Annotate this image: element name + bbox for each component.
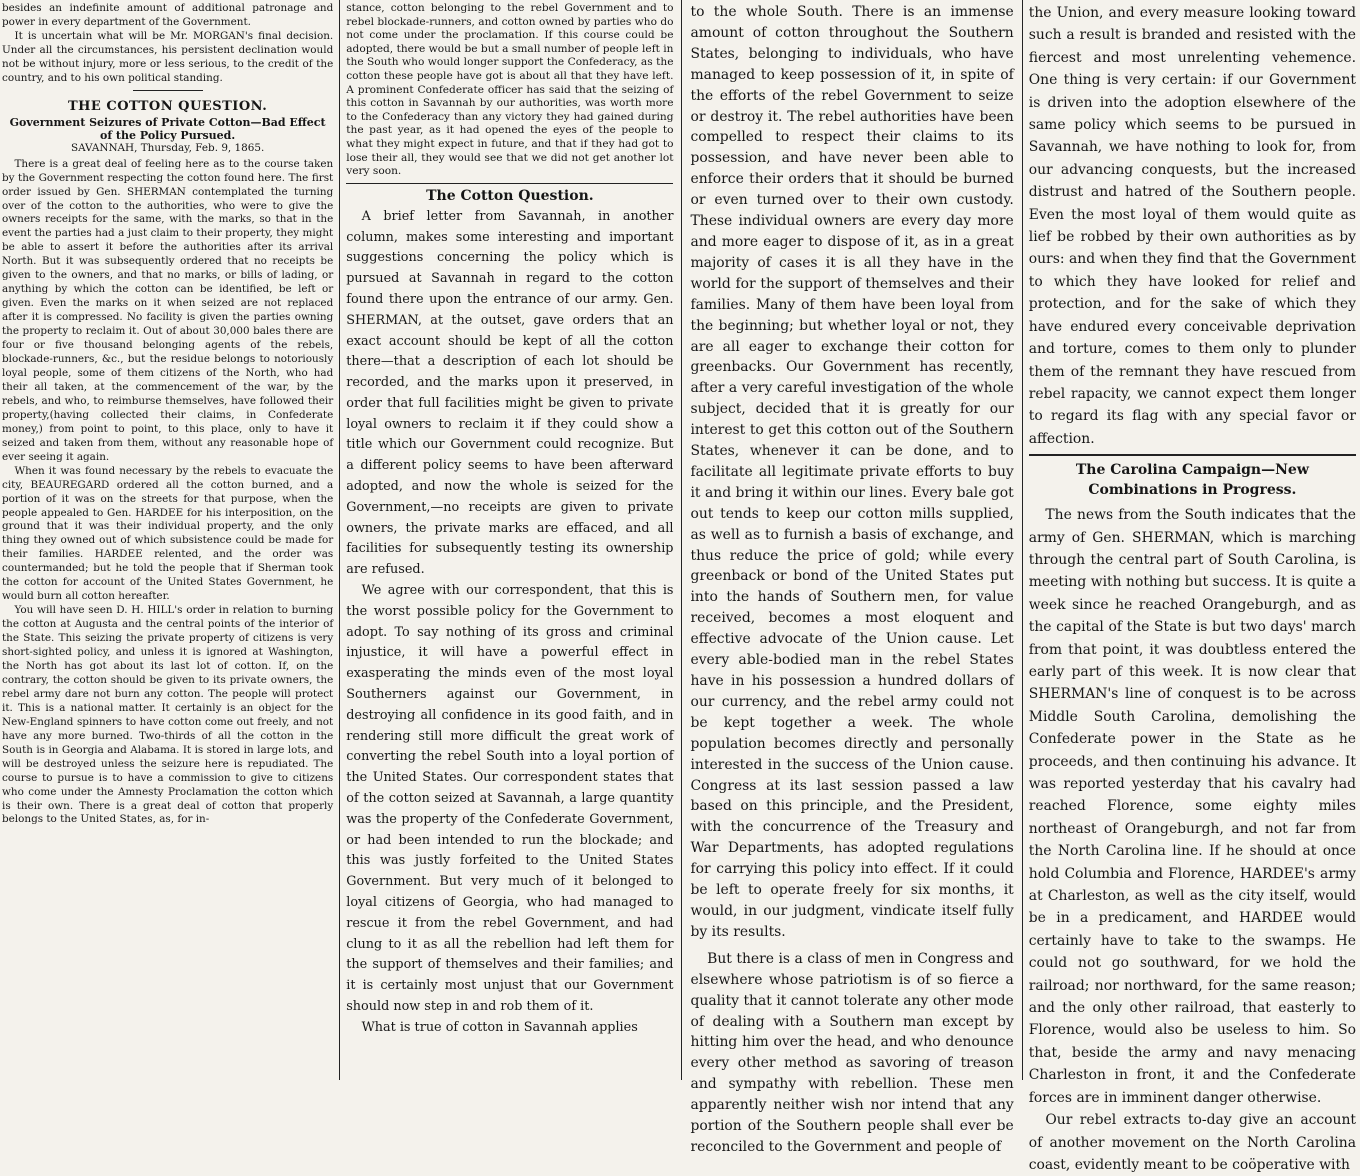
editorial-paragraph: We agree with our correspondent, that this is the worst possible policy for the Government to adopt. To say nothing of its gross and criminal injustice, it will have a powerful effect in exasperating the minds even of the most loyal Southerners against our Government, in destroying all confidence in its good faith, and in rendering still more difficult the great work of converting the rebel South into a loyal portion of the United States. Our correspondent states that of the cotton seized at Savannah, a large quantity was the property of the Confederate Government, or had been intended to run the blockade; and this was justly forfeited to the United States Government. But very much of it belonged to loyal citizens of Georgia, who had managed to rescue it from the rebel Government, and had clung to it as all the rebellion had left them for the support of themselves and their families; and it is certainly most unjust that our Government should now step in and rob them of it. (346, 583, 674, 1014)
editorial-paragraph: What is true of cotton in Savannah applies (361, 1019, 638, 1035)
article-paragraph: You will have seen D. H. HILL's order in relation to burning the cotton at Augusta and the central points of the interior of the State. This seizing the private property of citizens is very short-sighted policy, and unless it is ignored at Washington, the North has got about its last lot of cotton. If, on the contrary, the cotton should be given to its private owners, the rebel army dare not burn any cotton. The people will protect it. This is a national matter. It certainly is an object for the New-England spinners to have cotton come out freely, and not have any more burned. Two-thirds of all the cotton in the South is in Georgia and Alabama. It is stored in large lots, and will be destroyed unless the seizure here is repudiated. The course to pursue is to have a commission to give to citizens who come under the Amnesty Proclamation the cotton which is their own. There is a great deal of cotton that properly belongs to the United States, as, for in- (2, 604, 334, 826)
separator-rule (346, 183, 673, 184)
campaign-paragraph: The news from the South indicates that the army of Gen. SHERMAN, which is marching through the central part of South Carolina, is meeting with nothing but success. It is quite a week since he reached Orangeburgh, and as the capital of the State is but two days' march from that point, it was doubtless entered the early part of this week. It is now clear that SHERMAN's line of conquest is to be across Middle South Carolina, demolishing the Confederate power in the State as he proceeds, and then continuing his advance. It was reported yesterday that his cavalry had reached Florence, some eighty miles northeast of Orangeburgh, and not far from the North Carolina line. If he should at once hold Columbia and Florence, HARDEE's army at Charleston, as well as the city itself, would be in a predicament, and HARDEE would certainly have to take to the swamps. He could not go southward, for we hold the railroad; nor northward, for the same reason; and the only other railroad, that easterly to Florence, would also be useless to him. So that, beside the army and navy menacing Charleston in front, it and the Confederate forces are in imminent danger otherwise. (1028, 507, 1356, 1106)
letter-continuation: stance, cotton belonging to the rebel Government and to rebel blockade-runners, and cotton owned by parties who do not come under the proclamation. If this course could be adopted, there would be but a small number of people left in the South who would longer support the Confederacy, as the cotton these people have got is about all that they have left. A prominent Confederate officer has said that the seizing of this cotton in Savannah by our authorities, was worth more to the Confederacy than any victory they had gained during the past year, as it had opened the eyes of the people to what they might expect in future, and that if they had got to lose their all, they would see that we did not get another lot very soon. (346, 2, 674, 178)
morgan-paragraph: It is uncertain what will be Mr. MORGAN's final decision. Under all the circumstances, his persistent declination would not be without injury, more or less serious, to the credit of the country, and to his own political standing. (2, 29, 334, 84)
column-4 (1023, 0, 1360, 1173)
campaign-headline: The Carolina Campaign—New Combinations in Progress. (1075, 462, 1309, 499)
column-3 (682, 0, 1021, 1155)
column-2 (340, 0, 681, 1080)
separator-rule (133, 90, 203, 91)
article-subheadline: Government Seizures of Private Cotton—Bad Effect of the Policy Pursued. (9, 115, 326, 142)
editorial-paragraph: to the whole South. There is an immense amount of cotton throughout the Southern States, belonging to individuals, who have managed to keep possession of it, in spite of the efforts of the rebel Government to seize or destroy it. The rebel authorities have been compelled to respect their claims to its possession, and have never been able to enforce their orders that it should be burned or even turned over to their own custody. These individual owners are every day more and more eager to dispose of it, as in a great majority of cases it is all they have in the world for the support of themselves and their families. Many of them have been loyal from the beginning; but whether loyal or not, they are all eager to exchange their cotton for greenbacks. Our Government has recently, after a very careful investigation of the whole subject, decided that it is greatly for our interest to get this cotton out of the Southern States, whenever it can be done, and to facilitate all legitimate private efforts to buy it and bring it within our lines. Every bale got out tends to keep our cotton mills supplied, as well as to furnish a basis of exchange, and thus reduce the price of gold; while every greenback or bond of the United States put into the hands of Southern men, for value received, becomes a most eloquent and effective advocate of the Union cause. Let every able-bodied man in the rebel States have in his possession a hundred dollars of our currency, and the rebel army could not be kept together a week. The whole population becomes directly and personally interested in the success of the Union cause. Congress at its last session passed a law based on this principle, and the President, with the concurrence of the Treasury and War Departments, has adopted regulations for carrying this policy into effect. If it could be left to operate freely for six months, it would, in our judgment, vindicate itself fully by its results. (690, 4, 1014, 940)
article-headline: THE COTTON QUESTION. (67, 98, 268, 114)
column-1-intro: besides an indefinite amount of additional patronage and power in every department of the Government. (2, 2, 334, 28)
editorial-headline: The Cotton Question. (426, 187, 594, 204)
campaign-paragraph: Our rebel extracts to-day give an account of another movement on the North Carolina coast, evidently meant to be coöperative with (1028, 1112, 1356, 1173)
separator-rule (1029, 454, 1356, 456)
article-paragraph: There is a great deal of feeling here as to the course taken by the Government respecting the cotton found here. The first order issued by Gen. SHERMAN contemplated the turning over of the cotton to the authorities, who were to give the owners receipts for the same, with the marks, so that in the event the parties had a just claim to their property, they might be able to assert it before the authorities after its arrival North. But it was subsequently ordered that no receipts be given to the owners, and that no marks, or bills of lading, or anything by which the cotton can be identified, be left or given. Even the marks on it when seized are not replaced after it is compressed. No facility is given the parties owning the property to reclaim it. Out of about 30,000 bales there are four or five thousand belonging agents of the rebels, blockade-runners, &c., but the residue belongs to notoriously loyal people, some of them citizens of the North, who had their all taken, at the commencement of the war, by the rebels, and who, to reimburse themselves, have followed their property,(having collected their claims, in Confederate money,) from point to point, to this place, only to have it seized and taken from them, without any reasonable hope of ever seeing it again. (2, 157, 334, 463)
editorial-paragraph: But there is a class of men in Congress and elsewhere whose patriotism is of so fierce a quality that it cannot tolerate any other mode of dealing with a Southern man except by hitting him over the head, and who denounce every other method as savoring of treason and sympathy with rebellion. These men apparently neither wish nor intend that any portion of the Southern people shall ever be reconciled to the Government and people of (690, 950, 1014, 1155)
article-paragraph: When it was found necessary by the rebels to evacuate the city, BEAUREGARD ordered all the cotton burned, and a portion of it was on the streets for that purpose, when the people appealed to Gen. HARDEE for his interposition, on the ground that it was their individual property, and the only thing they owned out of which subsistence could be made for their families. HARDEE relented, and the order was countermanded; but he told the people that if Sherman took the cotton for account of the United States Government, he would burn all cotton hereafter. (2, 464, 334, 603)
editorial-paragraph: the Union, and every measure looking toward such a result is branded and resisted with the fiercest and most unrelenting vehemence. One thing is very certain: if our Government is driven into the adoption elsewhere of the same policy which seems to be pursued in Savannah, we have nothing to look for, from our advancing conquests, but the increased distrust and hatred of the Southern people. Even the most loyal of them would quite as lief be robbed by their own authorities as by ours: and when they find that the Government to which they have looked for relief and protection, and for the sake of which they have endured every conceivable deprivation and torture, comes to them only to plunder them of the remnant they have rescued from rebel rapacity, we cannot expect them longer to regard its flag with any special favor or affection. (1028, 5, 1356, 447)
article-dateline: SAVANNAH, Thursday, Feb. 9, 1865. (70, 141, 265, 154)
column-1 (0, 0, 339, 1080)
editorial-paragraph: A brief letter from Savannah, in another column, makes some interesting and important suggestions concerning the policy which is pursued at Savannah in regard to the cotton found there upon the entrance of our army. Gen. SHERMAN, at the outset, gave orders that an exact account should be kept of all the cotton there—that a description of each lot should be recorded, and the marks upon it preserved, in order that full facilities might be given to private loyal owners to reclaim it if they could show a title which our Government could recognize. But a different policy seems to have been afterward adopted, and now the whole is seized for the Government,—no receipts are given to private owners, the private marks are effaced, and all facilities for subsequently testing its ownership are refused. (346, 208, 674, 578)
